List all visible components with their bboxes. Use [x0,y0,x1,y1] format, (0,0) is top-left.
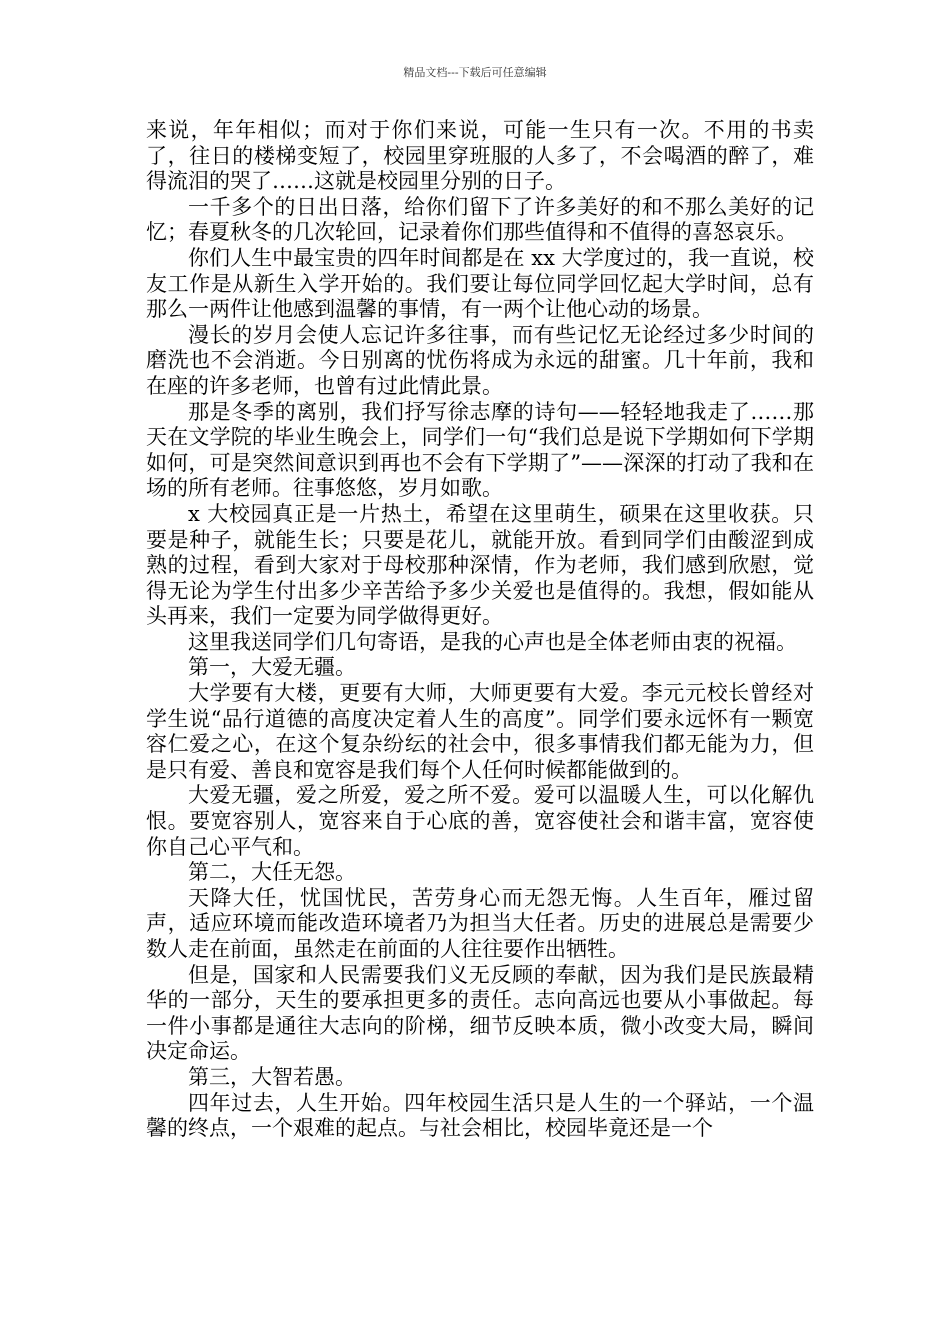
paragraph: 大学要有大楼，更要有大师，大师更要有大爱。李元元校长曾经对学生说“品行道德的高度决定着人生的高度”。同学们要永远怀有一颗宽容仁爱之心，在这个复杂纷纭的社会中，很多事情我们都无能为力，但是只有爱、善良和宽容是我们每个人任何时候都能做到的。 [146,681,814,782]
page-header: 精品文档---下载后可任意编辑 [403,66,547,79]
paragraph: 大爱无疆，爱之所爱，爱之所不爱。爱可以温暖人生，可以化解仇恨。要宽容别人，宽容来自于心底的善，宽容使社会和谐丰富，宽容使你自己心平气和。 [146,783,814,859]
paragraph: 来说，年年相似；而对于你们来说，可能一生只有一次。不用的书卖了，往日的楼梯变短了，校园里穿班服的人多了，不会喝酒的醉了，难得流泪的哭了……这就是校园里分别的日子。 [146,118,814,194]
section-heading: 第三，大智若愚。 [188,1064,356,1089]
paragraph: x 大校园真正是一片热土，希望在这里萌生，硕果在这里收获。只要是种子，就能生长；只要是花儿，就能开放。看到同学们由酸涩到成熟的过程，看到大家对于母校那种深情，作为老师，我们感到欣慰，觉得无论为学生付出多少辛苦给予多少关爱也是值得的。我想，假如能从头再来，我们一定要为同学做得更好。 [146,501,814,629]
paragraph: 你们人生中最宝贵的四年时间都是在 xx 大学度过的，我一直说，校友工作是从新生入学开始的。我们要让每位同学回忆起大学时间，总有那么一两件让他感到温馨的事情，有一两个让他心动的场景。 [146,245,814,322]
paragraph: 这里我送同学们几句寄语，是我的心声也是全体老师由衷的祝福。 [188,629,797,654]
paragraph: 一千多个的日出日落，给你们留下了许多美好的和不那么美好的记忆；春夏秋冬的几次轮回，记录着你们那些值得和不值得的喜怒哀乐。 [146,194,814,245]
paragraph: 那是冬季的离别，我们抒写徐志摩的诗句——轻轻地我走了……那天在文学院的毕业生晚会上，同学们一句“我们总是说下学期如何下学期如何，可是突然间意识到再也不会有下学期了”——深深的打动了我和在场的所有老师。往事悠悠，岁月如歌。 [146,399,814,501]
paragraph: 四年过去，人生开始。四年校园生活只是人生的一个驿站，一个温馨的终点，一个艰难的起点。与社会相比，校园毕竟还是一个 [146,1090,814,1141]
paragraph: 漫长的岁月会使人忘记许多往事，而有些记忆无论经过多少时间的磨洗也不会消逝。今日别离的忧伤将成为永远的甜蜜。几十年前，我和在座的许多老师，也曾有过此情此景。 [146,322,814,398]
document-body [146,118,814,1142]
section-heading: 第二，大任无怨。 [188,860,356,885]
section-heading: 第一，大爱无疆。 [188,655,356,680]
paragraph: 但是，国家和人民需要我们义无反顾的奉献，因为我们是民族最精华的一部分，天生的要承担更多的责任。志向高远也要从小事做起。每一件小事都是通往大志向的阶梯，细节反映本质，微小改变大局，瞬间决定命运。 [146,962,814,1064]
paragraph: 天降大任，忧国忧民，苦劳身心而无怨无悔。人生百年，雁过留声，适应环境而能改造环境者乃为担当大任者。历史的进展总是需要少数人走在前面，虽然走在前面的人往往要作出牺牲。 [146,885,814,961]
